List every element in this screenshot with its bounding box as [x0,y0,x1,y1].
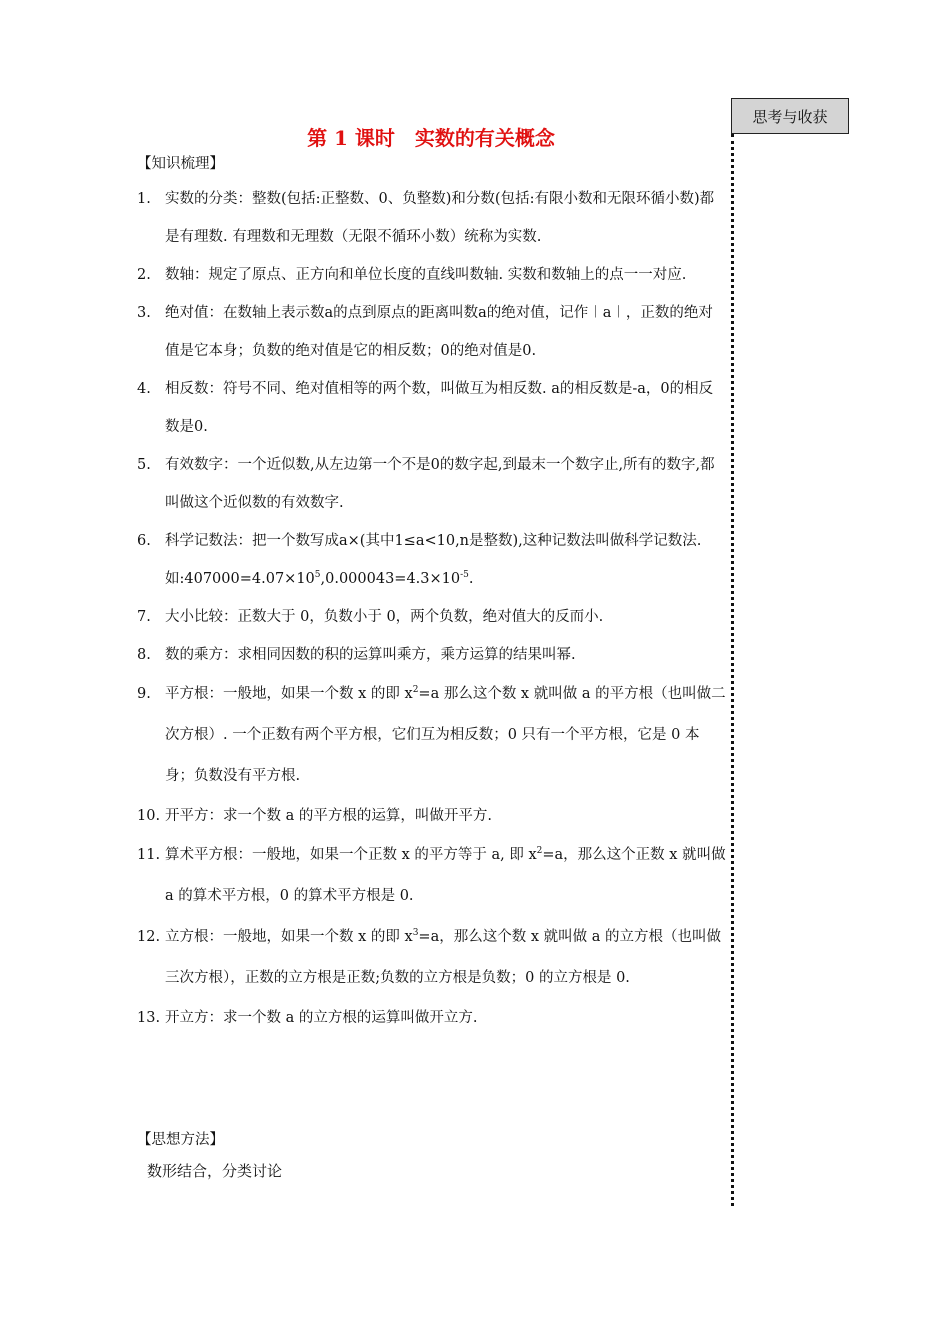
item-number: 10. [137,808,161,824]
item-number: 1. [137,191,151,207]
item-number: 8. [137,647,151,663]
item-number: 3. [137,305,151,321]
item-text [165,533,701,587]
list-item [137,256,727,294]
text-part: 科学记数法：把一个数写成a×(其中1≤a<10,n是整数),这种记数法叫做科学记数法. 如:407000=4.07×10 [165,533,702,587]
item-text: 绝对值：在数轴上表示数a的点到原点的距离叫数a的绝对值，记作︱a︱，正数的绝对值是它本身；负数的绝对值是它的相反数；0的绝对值是0. [165,305,713,359]
sidebar-header: 思考与收获 [731,98,849,134]
superscript: 5 [314,570,321,581]
text-part: 立方根：一般地，如果一个数 x 的即 x [165,929,413,945]
item-number: 13. [137,1010,161,1026]
list-item [137,370,727,446]
item-text [165,929,721,986]
item-text: 数轴：规定了原点、正方向和单位长度的直线叫数轴. 实数和数轴上的点一一对应. [165,267,687,283]
item-text [165,686,726,784]
list-item [137,522,727,598]
page-title: 第 1 课时 实数的有关概念 [307,126,555,150]
item-text: 实数的分类：整数(包括:正整数、0、负整数)和分数(包括:有限小数和无限环循小数)都是有理数. 有理数和无理数（无限不循环小数）统称为实数. [165,191,715,245]
superscript: 2 [412,685,419,696]
item-text: 开立方：求一个数 a 的立方根的运算叫做开立方. [165,1010,478,1026]
list-item [137,294,727,370]
item-number: 6. [137,533,151,549]
list-item [137,797,727,835]
list-item [137,674,727,797]
knowledge-list [137,180,727,1037]
item-number: 11. [137,847,161,863]
text-part: =a，那么这个正数 x 就叫做 a 的算术平方根，0 的算术平方根是 0. [165,847,726,904]
superscript: 3 [412,928,419,939]
list-item [137,446,727,522]
item-number: 5. [137,457,151,473]
text-part: =a，那么这个数 x 就叫做 a 的立方根（也叫做三次方根），正数的立方根是正数;负数的立方根是负数；0 的立方根是 0. [165,929,721,986]
item-text: 大小比较：正数大于 0，负数小于 0，两个负数，绝对值大的反而小. [165,609,604,625]
list-item [137,835,727,917]
list-item [137,636,727,674]
item-number: 9. [137,686,151,702]
item-number: 12. [137,929,161,945]
item-number: 7. [137,609,151,625]
superscript: 2 [536,846,543,857]
list-item [137,917,727,999]
item-text: 有效数字：一个近似数,从左边第一个不是0的数字起,到最末一个数字止,所有的数字,都叫做这个近似数的有效数字. [165,457,715,511]
text-part: . [468,571,474,587]
list-item [137,180,727,256]
item-text [165,847,726,904]
item-number: 2. [137,267,151,283]
item-text: 相反数：符号不同、绝对值相等的两个数，叫做互为相反数. a的相反数是-a，0的相反数是0. [165,381,714,435]
method-text: 数形结合，分类讨论 [147,1162,283,1180]
text-part: =a 那么这个数 x 就叫做 a 的平方根（也叫做二次方根）. 一个正数有两个平方根，它们互为相反数；0 只有一个平方根，它是 0 本身；负数没有平方根. [165,686,726,784]
superscript: -5 [460,570,469,581]
list-item [137,598,727,636]
item-number: 4. [137,381,151,397]
item-text: 数的乘方：求相同因数的积的运算叫乘方，乘方运算的结果叫幂. [165,647,576,663]
list-item [137,999,727,1037]
text-part: 平方根：一般地，如果一个数 x 的即 x [165,686,413,702]
item-text: 开平方：求一个数 a 的平方根的运算，叫做开平方. [165,808,492,824]
knowledge-heading: 【知识梳理】 [137,156,224,172]
text-part: ,0.000043=4.3×10 [320,571,461,587]
method-heading: 【思想方法】 [137,1132,224,1148]
text-part: 算术平方根：一般地，如果一个正数 x 的平方等于 a, 即 x [165,847,537,863]
sidebar-divider [731,134,734,1206]
